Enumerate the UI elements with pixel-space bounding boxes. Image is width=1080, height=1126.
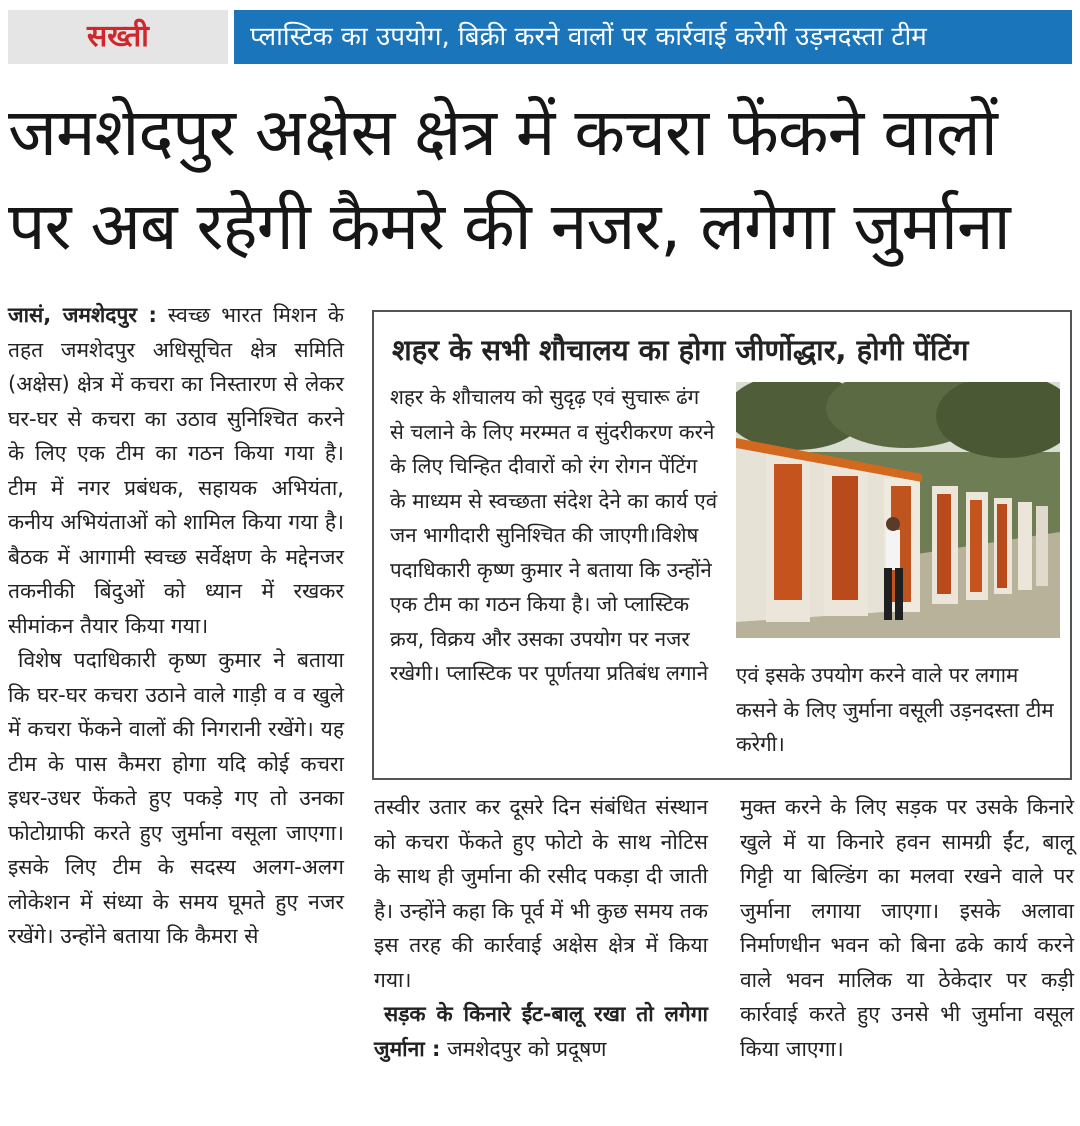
subheading: सड़क के किनारे ईंट-बालू रखा तो लगेगा जुर्माना :	[374, 1002, 708, 1061]
dateline: जासं, जमशेदपुर :	[8, 303, 157, 327]
top-banner	[8, 10, 1072, 64]
article-paragraph-5: मुक्त करने के लिए सड़क पर उसके किनारे खुले में या किनारे हवन सामग्री ईंट, बालू गिट्टी या बिल्डिंग का मलवा रखने वाले पर जुर्माना लगाया जाएगा। इसके अलावा निर्माणधीन भवन को बिना ढके कार्य करने वाले भवन मालिक या ठेकेदार पर कड़ी कार्रवाई करते हुए उनसे भी जुर्माना वसूल किया जाएगा।	[740, 795, 1074, 1061]
article-column-1	[8, 298, 344, 954]
photo-illustration	[736, 382, 1060, 638]
sidebar-continuation: एवं इसके उपयोग करने वाले पर लगाम कसने के लिए जुर्माना वसूली उड़नदस्ता टीम करेगी।	[736, 663, 1054, 756]
article-paragraph-2: विशेष पदाधिकारी कृष्ण कुमार ने बताया कि घर-घर कचरा उठाने वाले गाड़ी व व खुले में कचरा फेंकने वालों की निगरानी रखेंगे। यह टीम के पास कैमरा होगा यदि कोई कचरा इधर-उधर फेंकते हुए पकड़े गए तो उनका फोटोग्राफी करते हुए जुर्माना वसूला जाएगा। इसके लिए टीम के सदस्य अलग-अलग लोकेशन में संध्या के समय घूमते हुए नजर रखेंगे। उन्होंने बताया कि कैमरा से	[8, 648, 344, 948]
kicker-label: सख्ती	[8, 10, 228, 64]
sidebar-title: शहर के सभी शौचालय का होगा जीर्णोद्धार, होगी पेंटिंग	[392, 333, 969, 367]
sidebar-box	[372, 310, 1072, 780]
toilet-row-photo	[736, 382, 1060, 638]
strap-headline: प्लास्टिक का उपयोग, बिक्री करने वालों पर कार्रवाई करेगी उड़नदस्ता टीम	[234, 10, 1072, 64]
article-paragraph-3: तस्वीर उतार कर दूसरे दिन संबंधित संस्थान को कचरा फेंकते हुए फोटो के साथ नोटिस के साथ ही जुर्माना की रसीद पकड़ा दी जाती है। उन्होंने कहा कि पूर्व में भी कुछ समय तक इस तरह की कार्रवाई अक्षेस क्षेत्र में किया गया।	[374, 795, 708, 992]
article-paragraph-1-text: स्वच्छ भारत मिशन के तहत जमशेदपुर अधिसूचित क्षेत्र समिति (अक्षेस) क्षेत्र में कचरा का निस्तारण से लेकर घर-घर से कचरा का उठाव सुनिश्चित करने के लिए एक टीम का गठन किया गया है। टीम में नगर प्रबंधक, सहायक अभियंता, कनीय अभियंताओं को शामिल किया गया है। बैठक में आगामी स्वच्छ सर्वेक्षण के मद्देनजर तकनीकी बिंदुओं को ध्यान में रखकर सीमांकन तैयार किया गया।	[8, 303, 344, 638]
article-paragraph-4	[374, 997, 708, 1066]
article-column-3	[740, 790, 1074, 1066]
article-paragraph-4-text: जमशेदपुर को प्रदूषण	[440, 1036, 607, 1061]
sidebar-body-text: शहर के शौचालय को सुदृढ़ एवं सुचारू ढंग से चलाने के लिए मरम्मत व सुंदरीकरण करने के लिए चिन्हित दीवारों को रंग रोगन पेंटिंग के माध्यम से स्वच्छता संदेश देने का कार्य एवं जन भागीदारी सुनिश्चित की जाएगी।विशेष पदाधिकारी कृष्ण कुमार ने बताया कि उन्होंने एक टीम का गठन किया है। जो प्लास्टिक क्रय, विक्रय और उसका उपयोग पर नजर रखेगी। प्लास्टिक पर पूर्णतया प्रतिबंध लगाने	[390, 385, 718, 685]
article-paragraph-1	[8, 298, 344, 643]
article-column-2	[374, 790, 708, 1066]
main-headline: जमशेदपुर अक्षेस क्षेत्र में कचरा फेंकने वालों पर अब रहेगी कैमरे की नजर, लगेगा जुर्माना	[8, 94, 1010, 265]
sidebar-body	[390, 380, 718, 691]
